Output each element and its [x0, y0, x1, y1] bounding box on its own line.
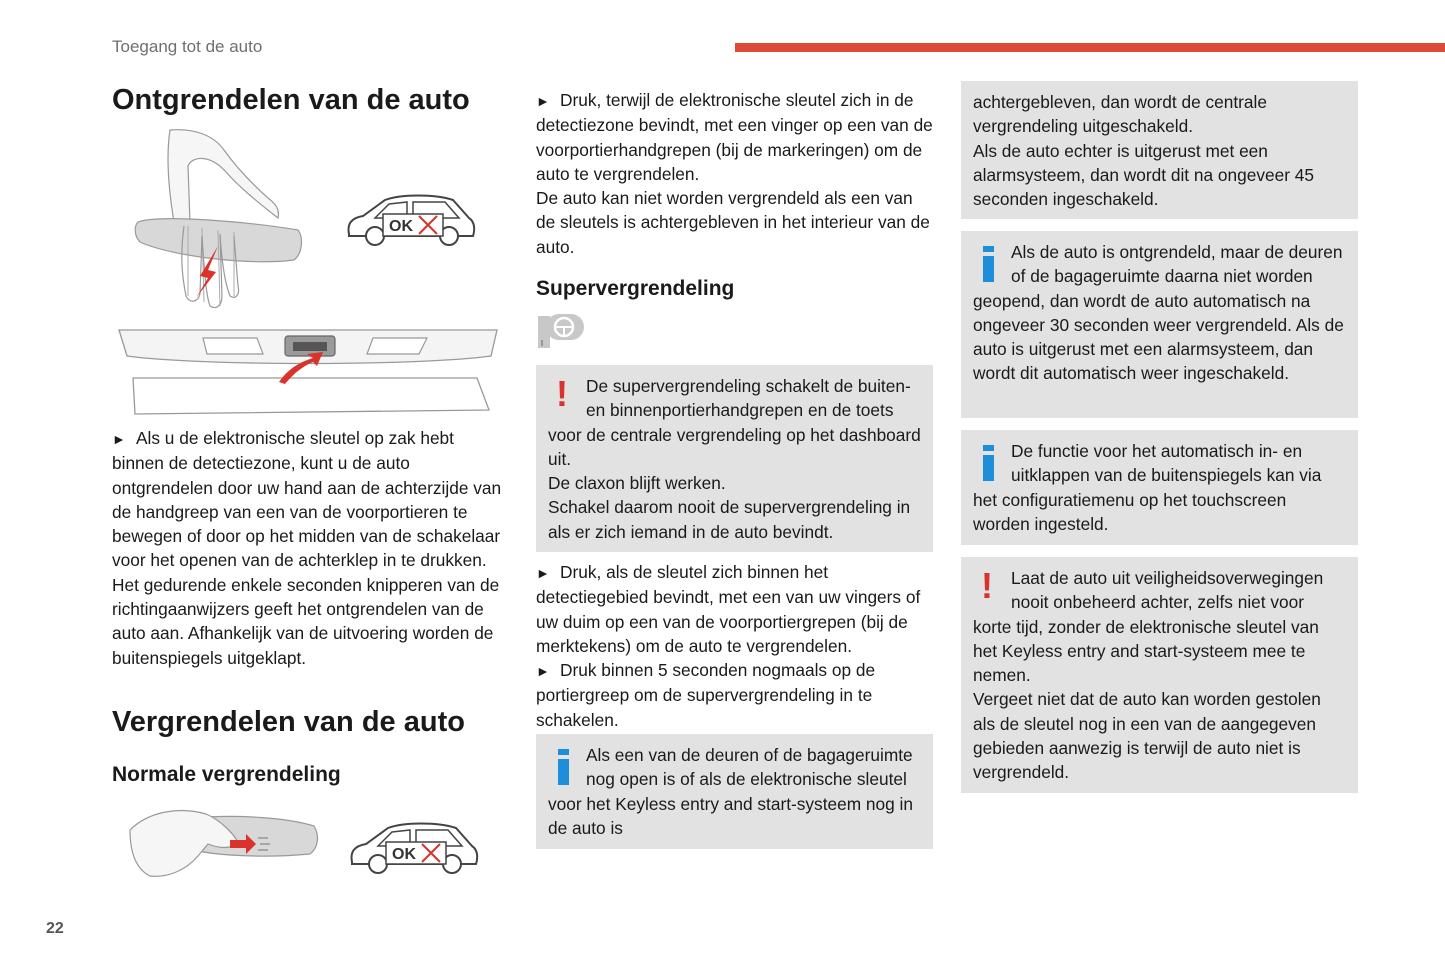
info-icon [558, 749, 569, 785]
lock-text-2: De auto kan niet worden vergrendeld als een van de sleutels is achtergebleven in het interieur van de auto. [536, 188, 930, 257]
warning-box-theft [961, 557, 1358, 793]
continued-text-2: Als de auto echter is uitgerust met een alarmsysteem, dan wordt dit na ongeveer 45 seconden ingeschakeld. [973, 140, 1315, 210]
steering-wheel-icon [536, 312, 586, 350]
warning-text-2: De claxon blijft werken. [548, 473, 726, 494]
info-box-continued [961, 81, 1358, 219]
bullet-icon: ► [536, 93, 550, 109]
heading-normal-lock: Normale vergrendeling [112, 763, 341, 786]
auto-relock-text: Als de auto is ontgrendeld, maar de deuren of de bagageruimte daarna niet worden geopend, dan wordt de auto automatisch na ongeveer 30 seconden weer vergrendeld. Als de auto is uitgerust met een alarmsysteem, dan wordt dit automatisch weer ingeschakeld. [973, 242, 1344, 384]
heading-lock: Vergrendelen van de auto [112, 706, 465, 738]
info-box-open-doors [536, 734, 933, 849]
warning-icon: ! [981, 565, 993, 606]
bullet-icon: ► [536, 565, 550, 581]
theft-warning-text-1: Laat de auto uit veiligheidsoverwegingen nooit onbeheerd achter, zelfs niet voor korte tijd, zonder de elektronische sleutel van het Keyless entry and start-systeem mee te nemen. [973, 568, 1324, 686]
warning-text-1: De supervergrendeling schakelt de buiten- en binnenportierhandgrepen en de toets voor de centrale vergrendeling op het dashboard uit. [548, 376, 921, 469]
unlock-paragraph [112, 426, 507, 670]
theft-warning-text-2: Vergeet niet dat de auto kan worden gestolen als de sleutel nog in een van de aangegeven gebieden aanwezig is terwijl de auto niet is vergrendeld. [973, 689, 1321, 783]
page-number: 22 [46, 920, 64, 937]
ok-label: OK [389, 218, 413, 235]
heading-supervergrendeling: Supervergrendeling [536, 277, 735, 300]
car-icon [348, 822, 480, 878]
lock-text-1: Druk, terwijl de elektronische sleutel zich in de detectiezone bevindt, met een vinger op een van de voorportierhandgrepen (bij de markeringen) om de auto te vergrendelen. [536, 90, 933, 184]
bullet-icon: ► [536, 663, 550, 680]
header-accent-bar [735, 43, 1445, 52]
tailgate-switch-illustration [117, 322, 500, 416]
warning-text-3: Schakel daarom nooit de supervergrendeling in als er zich iemand in de auto bevindt. [548, 497, 911, 542]
super-text-1: Druk, als de sleutel zich binnen het detectiegebied bevindt, met een van uw vingers of uw duim op een van de voorportiergrepen (bij de merktekens) om de auto te vergrendelen. [536, 562, 921, 656]
lock-paragraph [536, 88, 933, 259]
warning-icon: ! [556, 373, 568, 414]
super-paragraph [536, 560, 933, 732]
info-box-mirrors [961, 430, 1358, 545]
info-icon [983, 445, 994, 481]
super-text-2: Druk binnen 5 seconden nogmaals op de portiergreep om de supervergrendeling in te schakelen. [536, 660, 876, 730]
handle-touch-illustration [128, 800, 320, 882]
ok-label: OK [392, 846, 416, 863]
unlock-text-1: Als u de elektronische sleutel op zak hebt binnen de detectiezone, kunt u de auto ontgrendelen door uw hand aan de achterzijde van de handgreep van een van de voorportieren te bewegen of door op het midden van de schakelaar voor het openen van de achterklep in te drukken. [112, 428, 502, 571]
bullet-icon: ► [112, 431, 126, 447]
heading-unlock: Ontgrendelen van de auto [112, 84, 470, 116]
door-handle-illustration [130, 126, 305, 308]
info-icon [983, 246, 994, 282]
car-icon [345, 194, 477, 250]
warning-box-supervergrendeling [536, 365, 933, 552]
continued-text-1: achtergebleven, dan wordt de centrale vergrendeling uitgeschakeld. [973, 92, 1267, 137]
info-box-auto-relock [961, 231, 1358, 418]
mirrors-text: De functie voor het automatisch in- en uitklappen van de buitenspiegels kan via het configuratiemenu op het touchscreen worden ingesteld. [973, 441, 1322, 534]
info-text: Als een van de deuren of de bagageruimte nog open is of als de elektronische sleutel voor het Keyless entry and start-systeem nog in de auto is [548, 745, 913, 838]
unlock-text-2: Het gedurende enkele seconden knipperen van de richtingaanwijzers geeft het ontgrendelen van de auto aan. Afhankelijk van de uitvoering worden de buitenspiegels uitgeklapt. [112, 574, 500, 668]
section-title: Toegang tot de auto [112, 37, 263, 56]
